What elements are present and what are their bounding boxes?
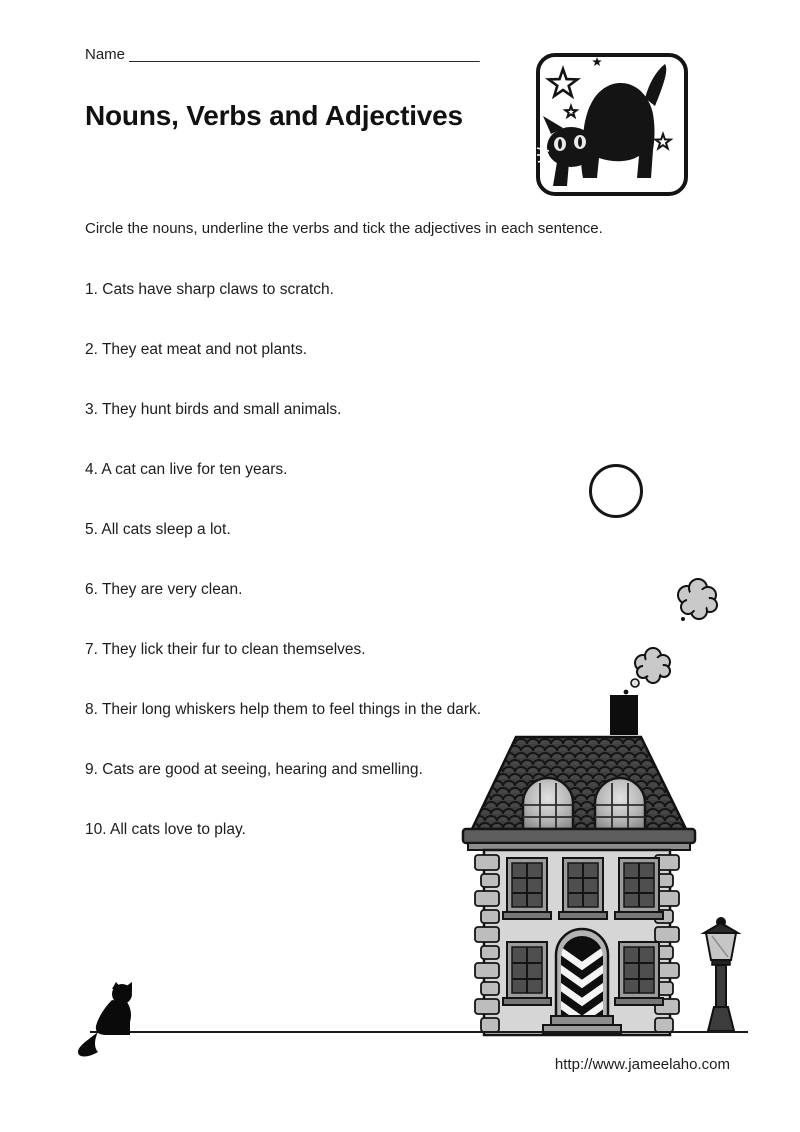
name-blank-line[interactable]: __________________________________________ bbox=[129, 46, 480, 63]
sentence-number: 4. bbox=[85, 461, 98, 478]
sentence-item bbox=[85, 460, 645, 479]
window bbox=[503, 942, 551, 1005]
window bbox=[615, 942, 663, 1005]
sentence-text: Cats are good at seeing, hearing and smelling. bbox=[102, 761, 423, 778]
sentence-number: 8. bbox=[85, 701, 98, 718]
sentence-text: All cats love to play. bbox=[110, 821, 246, 838]
sentence-item bbox=[85, 400, 645, 419]
smoke-cloud-icon bbox=[624, 648, 670, 694]
sentence-number: 10. bbox=[85, 821, 107, 838]
house-scene-illustration bbox=[455, 555, 760, 1045]
chimney bbox=[610, 695, 638, 735]
sentence-item bbox=[85, 520, 645, 539]
sentence-text: A cat can live for ten years. bbox=[101, 461, 288, 478]
sentence-number: 1. bbox=[85, 281, 98, 298]
dormer-window bbox=[595, 778, 645, 829]
sentence-number: 5. bbox=[85, 521, 98, 538]
ground-line bbox=[90, 1031, 748, 1033]
roof bbox=[472, 737, 686, 829]
sentence-text: Cats have sharp claws to scratch. bbox=[102, 281, 334, 298]
sitting-cat-silhouette-illustration bbox=[76, 982, 162, 1076]
name-label: Name bbox=[85, 46, 126, 63]
sentence-number: 9. bbox=[85, 761, 98, 778]
smoke-cloud-icon bbox=[678, 579, 717, 621]
window bbox=[559, 858, 607, 919]
sentence-text: They are very clean. bbox=[101, 581, 243, 598]
moon-circle-illustration bbox=[589, 464, 643, 518]
dormer-window bbox=[523, 778, 573, 829]
instruction-text: Circle the nouns, underline the verbs and tick the adjectives in each sentence. bbox=[85, 220, 603, 237]
front-door bbox=[556, 929, 608, 1020]
sentence-text: They eat meat and not plants. bbox=[101, 341, 308, 358]
street-lamp-illustration bbox=[704, 917, 738, 1031]
sentence-item bbox=[85, 340, 645, 359]
cornice bbox=[463, 829, 695, 843]
sentence-number: 2. bbox=[85, 341, 98, 358]
sentence-text: They lick their fur to clean themselves. bbox=[101, 641, 366, 658]
page-title: Nouns, Verbs and Adjectives bbox=[85, 100, 463, 131]
sentence-text: All cats sleep a lot. bbox=[101, 521, 231, 538]
sentence-text: They hunt birds and small animals. bbox=[101, 401, 342, 418]
sentence-number: 3. bbox=[85, 401, 98, 418]
black-cat-stamp-illustration bbox=[533, 50, 693, 200]
sentence-number: 6. bbox=[85, 581, 98, 598]
name-row bbox=[85, 46, 480, 63]
sentence-text: Their long whiskers help them to feel things in the dark. bbox=[101, 701, 482, 718]
window bbox=[503, 858, 551, 919]
sentence-item bbox=[85, 280, 645, 299]
window bbox=[615, 858, 663, 919]
footer-url: http://www.jameelaho.com bbox=[554, 1056, 730, 1073]
sentence-number: 7. bbox=[85, 641, 98, 658]
